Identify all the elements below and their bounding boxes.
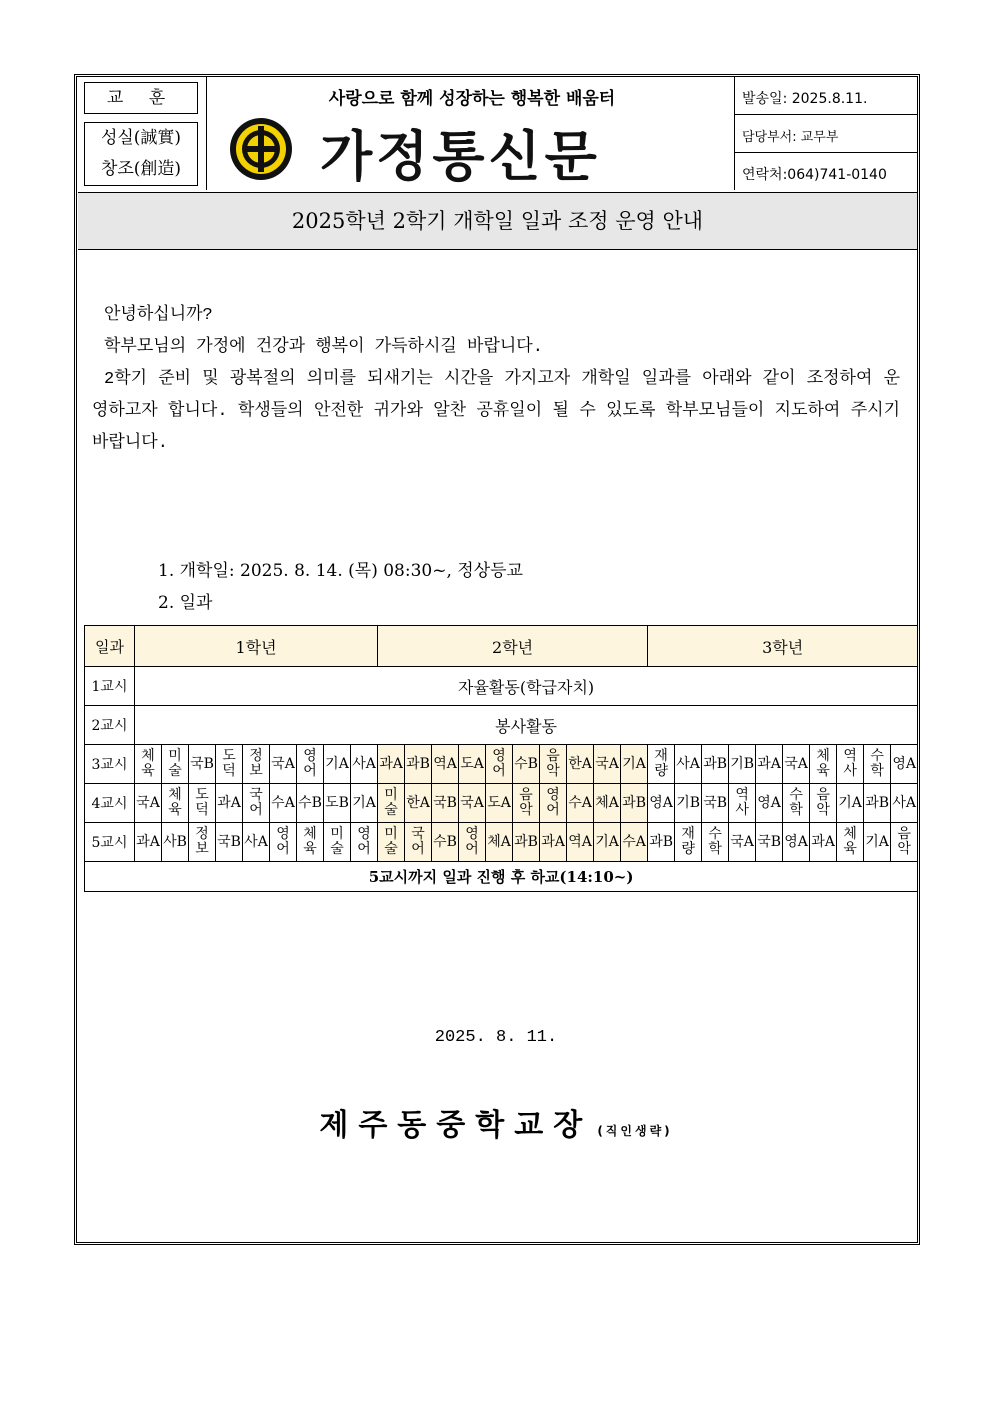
class-cell: 국B xyxy=(702,784,729,823)
class-cell: 과A xyxy=(756,745,783,784)
principal-name: 제주동중학교장 xyxy=(319,1108,593,1143)
schedule-footer: 5교시까지 일과 진행 후 하교(14:10~) xyxy=(85,862,918,892)
class-cell: 국B xyxy=(756,823,783,862)
class-cell: 기B xyxy=(729,745,756,784)
send-date: 발송일: 2025.8.11. xyxy=(742,91,868,107)
class-cell: 음악 xyxy=(810,784,837,823)
newsletter-title: 가정통신문 xyxy=(320,125,601,188)
class-cell: 영어 xyxy=(540,784,567,823)
class-cell: 정보 xyxy=(243,745,270,784)
class-cell: 재량 xyxy=(648,745,675,784)
class-cell: 사A xyxy=(243,823,270,862)
class-cell: 영A xyxy=(783,823,810,862)
body-text xyxy=(92,300,900,460)
school-logo-icon xyxy=(228,116,294,182)
motto-label: 교 훈 xyxy=(84,82,198,114)
class-cell: 수B xyxy=(513,745,540,784)
seal-note: (직인생략) xyxy=(597,1124,673,1138)
motto-line-1: 성실(誠實) xyxy=(100,128,182,148)
motto-line-2: 창조(創造) xyxy=(100,159,182,179)
contact: 연락처:064)741-0140 xyxy=(742,167,887,183)
class-cell: 수B xyxy=(297,784,324,823)
class-cell: 영어 xyxy=(351,823,378,862)
class-cell: 정보 xyxy=(189,823,216,862)
class-cell: 기A xyxy=(621,745,648,784)
class-cell: 영어 xyxy=(297,745,324,784)
period-label: 5교시 xyxy=(85,823,135,862)
class-cell: 과B xyxy=(513,823,540,862)
class-cell: 영어 xyxy=(270,823,297,862)
motto-box xyxy=(84,122,198,186)
class-cell: 영A xyxy=(756,784,783,823)
class-cell: 체A xyxy=(594,784,621,823)
class-cell: 과B xyxy=(405,745,432,784)
class-cell: 한A xyxy=(405,784,432,823)
class-cell: 체육 xyxy=(135,745,162,784)
class-cell: 도덕 xyxy=(216,745,243,784)
class-cell: 영A xyxy=(891,745,918,784)
class-cell: 국어 xyxy=(405,823,432,862)
class-cell: 국어 xyxy=(243,784,270,823)
class-cell: 기A xyxy=(351,784,378,823)
class-cell: 수A xyxy=(270,784,297,823)
class-cell: 과B xyxy=(648,823,675,862)
greeting: 안녕하십니까? xyxy=(104,306,213,325)
period-1-activity: 자율활동(학급자치) xyxy=(135,667,918,706)
class-cell: 국A xyxy=(783,745,810,784)
class-cell: 수학 xyxy=(702,823,729,862)
class-cell: 국B xyxy=(216,823,243,862)
class-cell: 체육 xyxy=(810,745,837,784)
class-cell: 기A xyxy=(324,745,351,784)
header-divider-left xyxy=(206,77,207,190)
info-divider-1 xyxy=(734,114,918,115)
school-slogan: 사랑으로 함께 성장하는 행복한 배움터 xyxy=(328,89,616,109)
class-cell: 국A xyxy=(594,745,621,784)
class-cell: 한A xyxy=(567,745,594,784)
period-label: 4교시 xyxy=(85,784,135,823)
class-cell: 수A xyxy=(621,823,648,862)
class-cell: 국B xyxy=(432,784,459,823)
period-2-activity: 봉사활동 xyxy=(135,706,918,745)
document-title: 2025학년 2학기 개학일 일과 조정 운영 안내 xyxy=(78,192,917,250)
class-cell: 음악 xyxy=(513,784,540,823)
class-cell: 사A xyxy=(351,745,378,784)
class-cell: 국A xyxy=(459,784,486,823)
class-cell: 기A xyxy=(837,784,864,823)
class-cell: 과B xyxy=(702,745,729,784)
class-cell: 과A xyxy=(135,823,162,862)
class-cell: 국A xyxy=(135,784,162,823)
class-cell: 도덕 xyxy=(189,784,216,823)
class-cell: 수학 xyxy=(783,784,810,823)
class-cell: 도A xyxy=(486,784,513,823)
class-cell: 체육 xyxy=(297,823,324,862)
class-cell: 국A xyxy=(270,745,297,784)
principal-signature xyxy=(0,1100,992,1144)
grade-3-header: 3학년 xyxy=(648,626,918,667)
class-cell: 수B xyxy=(432,823,459,862)
class-cell: 도A xyxy=(459,745,486,784)
item-opening-day: 1. 개학일: 2025. 8. 14. (목) 08:30~, 정상등교 xyxy=(158,561,523,581)
class-cell: 미술 xyxy=(324,823,351,862)
info-divider-2 xyxy=(734,152,918,153)
class-cell: 과A xyxy=(540,823,567,862)
class-cell: 수학 xyxy=(864,745,891,784)
period-label: 2교시 xyxy=(85,706,135,745)
class-cell: 체육 xyxy=(162,784,189,823)
class-cell: 과B xyxy=(864,784,891,823)
class-cell: 역사 xyxy=(729,784,756,823)
class-cell: 기A xyxy=(594,823,621,862)
class-cell: 영A xyxy=(648,784,675,823)
class-cell: 미술 xyxy=(162,745,189,784)
class-cell: 미술 xyxy=(378,784,405,823)
department: 담당부서: 교무부 xyxy=(742,130,839,145)
class-cell: 국B xyxy=(189,745,216,784)
class-cell: 체육 xyxy=(837,823,864,862)
class-cell: 역A xyxy=(432,745,459,784)
class-cell: 도B xyxy=(324,784,351,823)
item-schedule: 2. 일과 xyxy=(158,593,213,613)
class-cell: 국A xyxy=(729,823,756,862)
class-cell: 과A xyxy=(216,784,243,823)
class-cell: 과B xyxy=(621,784,648,823)
schedule-table xyxy=(84,625,918,892)
issue-date: 2025. 8. 11. xyxy=(434,1028,558,1047)
class-cell: 사A xyxy=(675,745,702,784)
grade-1-header: 1학년 xyxy=(135,626,378,667)
period-label: 3교시 xyxy=(85,745,135,784)
class-cell: 사A xyxy=(891,784,918,823)
class-cell: 역A xyxy=(567,823,594,862)
class-cell: 영어 xyxy=(459,823,486,862)
class-cell: 체A xyxy=(486,823,513,862)
class-cell: 음악 xyxy=(540,745,567,784)
header-divider-right xyxy=(734,77,735,190)
grade-2-header: 2학년 xyxy=(378,626,648,667)
paragraph-2: 2학기 준비 및 광복절의 의미를 되새기는 시간을 가지고자 개학일 일과를 아래와 같이 조정하여 운영하고자 합니다. 학생들의 안전한 귀가와 알찬 공휴일이 될 수 있도록 학부모님들이 지도하여 주시기 바랍니다. xyxy=(92,370,900,453)
class-cell: 음악 xyxy=(891,823,918,862)
class-cell: 과A xyxy=(810,823,837,862)
paragraph-1: 학부모님의 가정에 건강과 행복이 가득하시길 바랍니다. xyxy=(104,338,543,357)
class-cell: 역사 xyxy=(837,745,864,784)
class-cell: 수A xyxy=(567,784,594,823)
class-cell: 미술 xyxy=(378,823,405,862)
class-cell: 영어 xyxy=(486,745,513,784)
period-label: 1교시 xyxy=(85,667,135,706)
class-cell: 기A xyxy=(864,823,891,862)
class-cell: 과A xyxy=(378,745,405,784)
class-cell: 사B xyxy=(162,823,189,862)
class-cell: 재량 xyxy=(675,823,702,862)
class-cell: 기B xyxy=(675,784,702,823)
schedule-corner: 일과 xyxy=(85,626,135,667)
